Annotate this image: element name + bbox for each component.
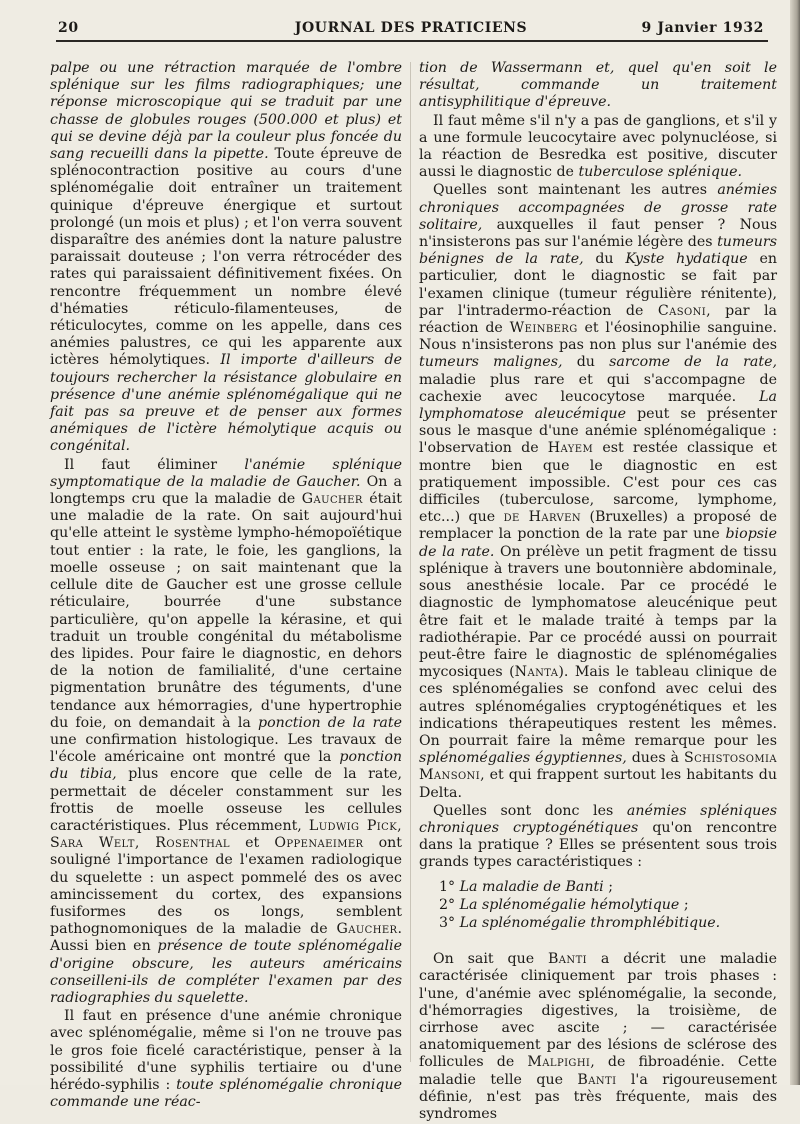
journal-title: JOURNAL DES PRATICIENS — [294, 20, 528, 36]
paragraph-l3: Il faut en présence d'une anémie chronique avec splénomégalie, même si l'on ne trouve pas le gros foie ficelé caractéristique, penser à la possibilité d'une syphilis tertiaire ou d'une hérédo-syphilis : toute splénomégalie chronique commande une réac- — [50, 1008, 402, 1111]
list-item: 1° La maladie de Banti ; — [439, 878, 614, 895]
list-item: 3° La splénomégalie thromphlébitique. — [439, 914, 721, 931]
page-number: 20 — [58, 20, 79, 36]
paragraph-l1: palpe ou une rétraction marquée de l'ombre splénique sur les films radiographiques; une réponse microscopique qui se traduit par une chasse de globules rouges (500.000 et plus) et qui se devine déjà par la couleur plus foncée du sang recueilli dans la pipette. Toute épreuve de splénocontraction positive au cours d'une splénomégalie doit entraîner un traitement quinique d'épreuve énergique et surtout prolongé (un mois et plus) ; et l'on verra souvent disparaître des anémies dont la nature palustre paraissait douteuse ; l'on verra rétrocéder des rates qui paraissaient définitivement fixées. On rencontre fréquemment un nombre élevé d'hématies réticulo-filamenteuses, de réticulocytes, comme on les appelle, dans ces anémies palustres, ce qui les apparente aux ictères hémolytiques. Il importe d'ailleurs de toujours rechercher la résistance globulaire en présence d'une anémie splénomégalique qui ne fait pas sa preuve et de penser aux formes anémiques de l'ictère hémolytique acquis ou congénital. — [50, 60, 402, 455]
paragraph-r3: Quelles sont maintenant les autres anémies chroniques accompagnées de grosse rate solitaire, auxquelles il faut penser ? Nous n'insisterons pas sur l'anémie légère des tumeurs bénignes de la rate, du Kyste hydatique en particulier, dont le diagnostic se fait par l'examen clinique (tumeur régulière rénitente), par l'intradermo-réaction de Casoni, par la réaction de Weinberg et l'éosinophilie sanguine. Nous n'insisterons pas non plus sur l'anémie des tumeurs malignes, du sarcome de la rate, maladie plus rare et qui s'accompagne de cachexie avec leucocytose marquée. La lymphomatose aleucémique peut se présenter sous le masque d'une anémie splénomégalique : l'observation de Hayem est restée classique et montre bien que le diagnostic en est pratiquement impossible. C'est pour ces cas difficiles (tuberculose, sarcome, lymphome, etc...) que de Harven (Bruxelles) a proposé de remplacer la ponction de la rate par une biopsie de la rate. On prélève un petit fragment de tissu splénique à travers une boutonnière abdominale, sous anesthésie locale. Par ce procédé le diagnostic de lymphomatose aleucénique peut être fait et le malade traité à temps par la radiothérapie. Par ce procédé aussi on pourrait peut-être faire le diagnostic de splénomégalies mycosiques (Nanta). Mais le tableau clinique de ces splénomégalies se confond avec celui des autres splénomégalies cryptogénétiques et les indications thérapeutiques restent les mêmes. On pourrait faire la même remarque pour les splénomégalies égyptiennes, dues à Schistosomia Mansoni, et qui frappent surtout les habitants du Delta. — [419, 182, 778, 801]
page-edge-shadow — [790, 0, 800, 1085]
paragraph-r2: Il faut même s'il n'y a pas de ganglions, et s'il y a une formule leucocytaire avec polynucléose, si la réaction de Besredka est positive, discuter aussi le diagnostic de tuberculose splénique. — [419, 112, 777, 181]
running-header — [58, 20, 764, 40]
right-column — [419, 60, 777, 1124]
paragraph-r5: On sait que Banti a décrit une maladie caractérisée cliniquement par trois phases : l'une, d'anémie avec splénomégalie, la seconde, d'hémorragies digestives, la troisième, de cirrhose avec ascite ; — caractérisée anatomiquement par des lésions de sclérose des follicules de Malpighi, de fibroadénie. Cette maladie telle que Banti l'a rigoureusement définie, n'est pas très fréquente, mais des syndromes — [419, 951, 777, 1122]
paragraph-r4: Quelles sont donc les anémies spléniques chroniques cryptogénétiques qu'on rencontre dans la pratique ? Elles se présentent sous trois grands types caractéristiques : — [419, 802, 778, 871]
left-column — [50, 60, 402, 1112]
column-divider — [410, 62, 411, 1062]
issue-date: 9 Janvier 1932 — [641, 20, 764, 36]
header-rule — [56, 40, 768, 42]
paragraph-l2: Il faut éliminer l'anémie splénique symptomatique de la maladie de Gaucher. On a longtemps cru que la maladie de Gaucher était une maladie de la rate. On sait aujourd'hui qu'elle atteint le système lympho-hémopoïétique tout entier : la rate, le foie, les ganglions, la moelle osseuse ; on sait maintenant que la cellule dite de Gaucher est une grosse cellule réticulaire, bourrée d'une substance particulière, qu'on appelle la kérasine, et qui traduit un trouble congénital du métabolisme des lipides. Pour faire le diagnostic, en dehors de la notion de familialité, d'une certaine pigmentation brunâtre des téguments, d'une tendance aux hémorragies, d'une hypertrophie du foie, on demandait à la ponction de la rate une confirmation histologique. Les travaux de l'école américaine ont montré que la ponction du tibia, plus encore que celle de la rate, permettait de déceler constamment sur les frottis de moelle osseuse les cellules caractéristiques. Plus récemment, Ludwig Pick, Sara Welt, Rosenthal et Oppenaeimer ont souligné l'importance de l'examen radiologique du squelette : un aspect pommelé des os avec amincissement du cortex, des expansions fusiformes des os longs, semblent pathognomoniques de la maladie de Gaucher. Aussi bien en présence de toute splénomégalie d'origine obscure, les auteurs américains conseilleni-ils de compléter l'examen par des radiographies du squelette. — [50, 456, 403, 1006]
list-item: 2° La splénomégalie hémolytique ; — [439, 896, 689, 913]
paragraph-r1: tion de Wassermann et, quel qu'en soit le résultat, commande un traitement antisyphilitique d'épreuve. — [419, 60, 777, 111]
